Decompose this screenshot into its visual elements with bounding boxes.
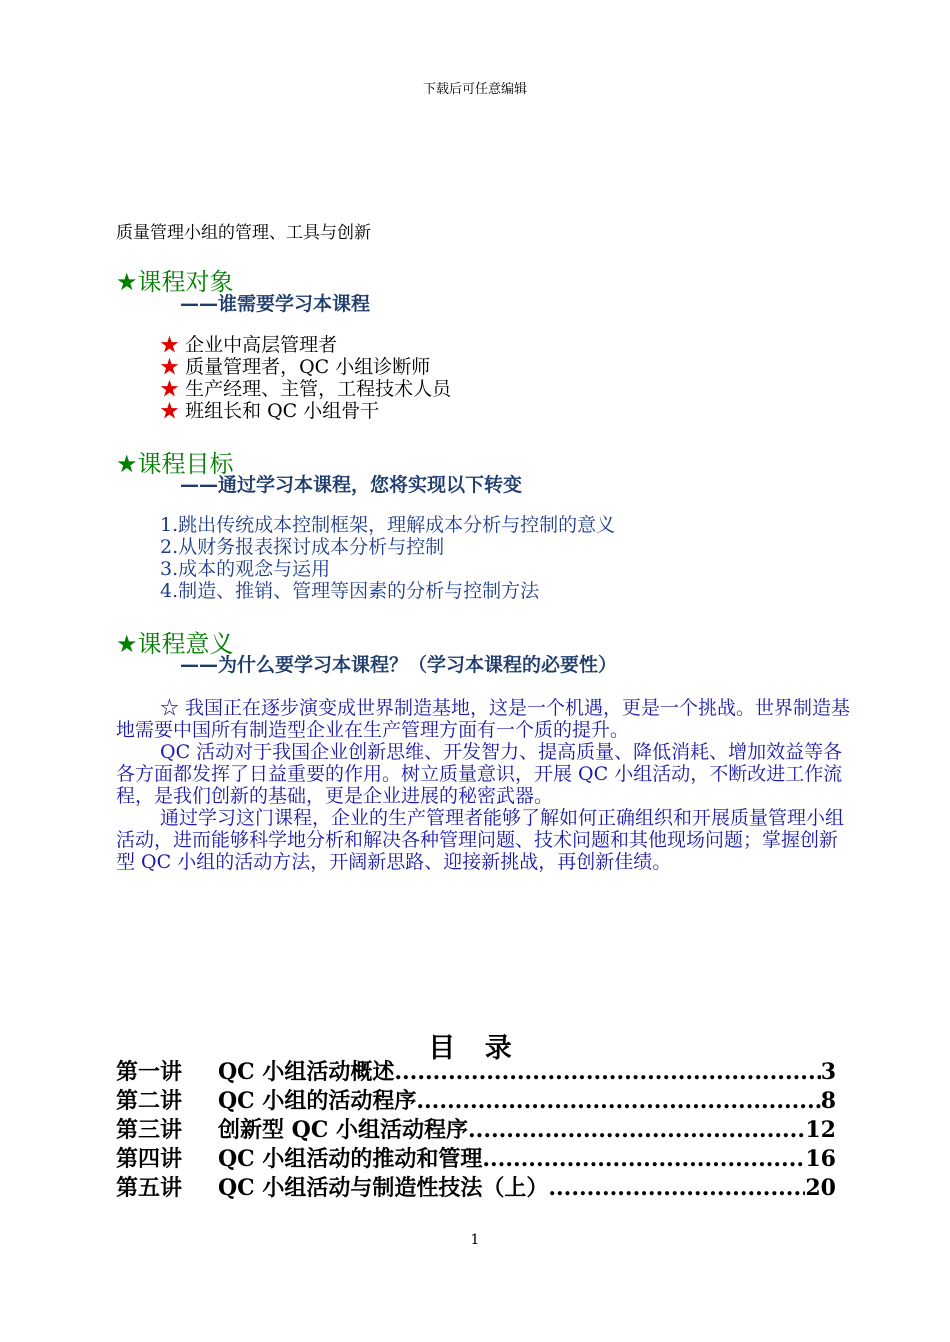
toc-lecture: 第二讲	[116, 1088, 183, 1114]
toc-entry[interactable]	[116, 1174, 836, 1203]
toc-leader-dots	[548, 1174, 805, 1203]
toc-entry-name: QC 小组活动概述	[218, 1059, 395, 1085]
star-bullet-icon: ★	[160, 378, 180, 400]
list-item: 2.从财务报表探讨成本分析与控制	[160, 536, 445, 558]
table-of-contents	[116, 1058, 836, 1203]
paragraph: 通过学习这门课程，企业的生产管理者能够了解如何正确组织和开展质量管理小组活动，进而能够科学地分析和解决各种管理问题、技术问题和其他现场问题；掌握创新型 QC 小组的活动方法，开阔新思路、迎接新挑战，再创新佳绩。	[116, 807, 845, 873]
document-title: 质量管理小组的管理、工具与创新	[116, 223, 371, 243]
toc-leader-dots	[416, 1087, 820, 1116]
significance-body	[116, 697, 856, 873]
toc-leader-dots	[468, 1116, 805, 1145]
list-item: ★ 企业中高层管理者	[160, 334, 338, 356]
toc-entry[interactable]	[116, 1145, 836, 1174]
list-item: 4.制造、推销、管理等因素的分析与控制方法	[160, 580, 540, 602]
list-item: ★ 生产经理、主管，工程技术人员	[160, 378, 452, 400]
list-item: 3.成本的观念与运用	[160, 558, 331, 580]
star-bullet-icon: ★	[160, 356, 180, 378]
toc-page-number: 16	[805, 1146, 836, 1172]
paragraph: QC 活动对于我国企业创新思维、开发智力、提高质量、降低消耗、增加效益等各各方面都发挥了日益重要的作用。树立质量意识，开展 QC 小组活动，不断改进工作流程，是我们创新的基础，更是企业进展的秘密武器。	[116, 741, 843, 807]
section-title-goals: ★课程目标	[116, 450, 234, 478]
goals-list	[160, 514, 615, 602]
toc-page-number: 3	[820, 1059, 836, 1085]
toc-entry-name: QC 小组的活动程序	[218, 1088, 417, 1114]
list-item: ★ 班组长和 QC 小组骨干	[160, 400, 380, 422]
list-item: 1.跳出传统成本控制框架，理解成本分析与控制的意义	[160, 514, 616, 536]
toc-entry[interactable]	[116, 1116, 836, 1145]
page-number: 1	[470, 1232, 480, 1248]
toc-lecture: 第五讲	[116, 1175, 183, 1201]
toc-leader-dots	[394, 1058, 820, 1087]
star-bullet-icon: ★	[160, 400, 180, 422]
audience-list	[160, 334, 451, 422]
toc-entry-name: QC 小组活动与制造性技法（上）	[218, 1175, 549, 1201]
toc-lecture: 第三讲	[116, 1117, 183, 1143]
toc-page-number: 20	[805, 1175, 836, 1201]
toc-page-number: 12	[805, 1117, 836, 1143]
toc-entry-name: QC 小组活动的推动和管理	[218, 1146, 483, 1172]
toc-entry-name: 创新型 QC 小组活动程序	[218, 1117, 468, 1143]
toc-entry[interactable]	[116, 1058, 836, 1087]
star-bullet-icon: ★	[160, 334, 180, 356]
toc-title: 目 录	[428, 1033, 522, 1064]
toc-page-number: 8	[820, 1088, 836, 1114]
page-header-note: 下载后可任意编辑	[422, 82, 527, 97]
section-subtitle-significance: ——为什么要学习本课程？（学习本课程的必要性）	[180, 654, 618, 676]
toc-entry[interactable]	[116, 1087, 836, 1116]
toc-leader-dots	[482, 1145, 805, 1174]
paragraph: ☆ 我国正在逐步演变成世界制造基地，这是一个机遇，更是一个挑战。世界制造基地需要中国所有制造型企业在生产管理方面有一个质的提升。	[116, 697, 851, 741]
toc-lecture: 第四讲	[116, 1146, 183, 1172]
toc-lecture: 第一讲	[116, 1059, 183, 1085]
section-title-audience: ★课程对象	[116, 268, 234, 296]
list-item: ★ 质量管理者，QC 小组诊断师	[160, 356, 431, 378]
section-subtitle-audience: ——谁需要学习本课程	[180, 293, 371, 315]
section-subtitle-goals: ——通过学习本课程，您将实现以下转变	[180, 474, 523, 496]
section-title-significance: ★课程意义	[116, 630, 234, 658]
